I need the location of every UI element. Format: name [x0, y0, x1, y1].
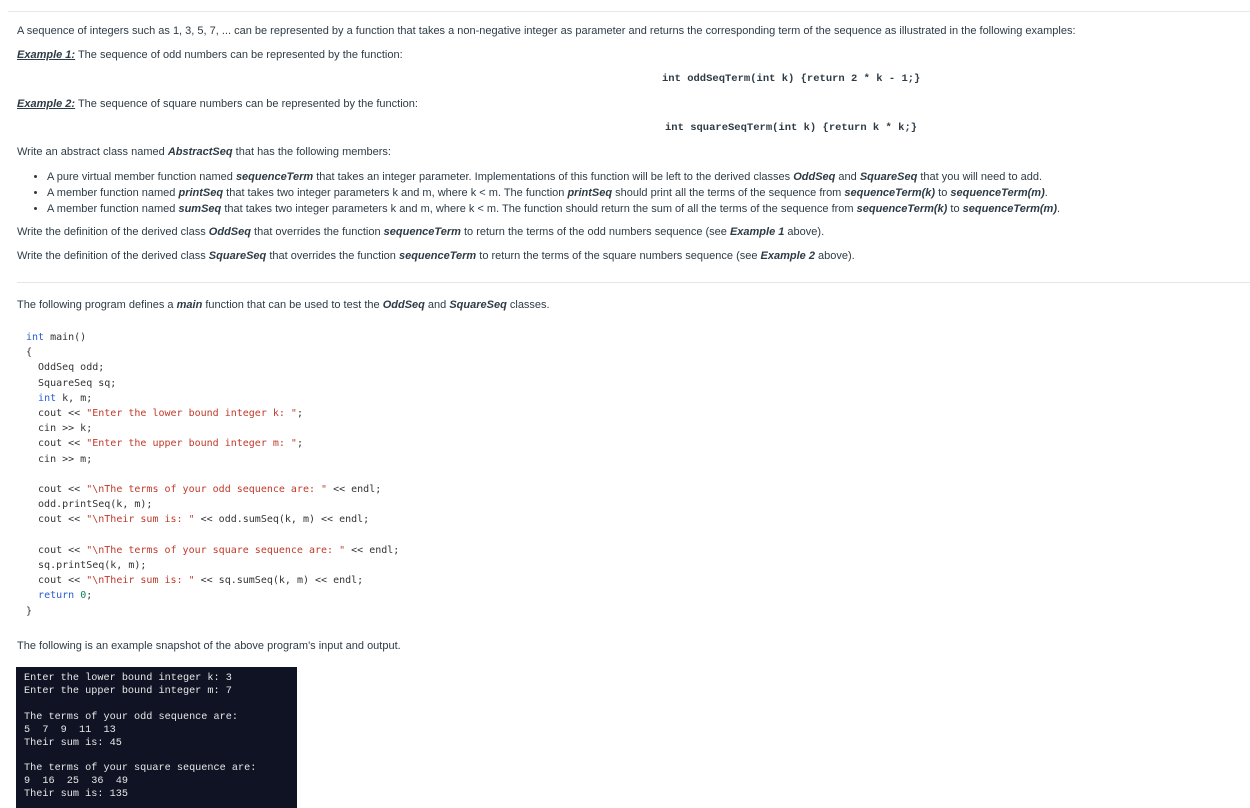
abstract-class-paragraph: Write an abstract class named AbstractSeq that has the following members: — [17, 146, 391, 158]
main-program-code: int main() { OddSeq odd; SquareSeq sq; int k, m; cout << "Enter the lower bound integer k: "; cin >> k; cout << "Enter the upper bound integer m: "; cin >> m; cout << "\nThe terms of your odd sequence are: " << endl; odd.printSeq(k, m); cout << "\nTheir sum is: " << odd.sumSeq(k, m) << endl; cout << "\nThe terms of your square sequence are: " << endl; sq.printSeq(k, m); cout << "\nTheir sum is: " << sq.sumSeq(k, m) << endl; return 0; } — [26, 332, 400, 617]
oddseq-paragraph: Write the definition of the derived class OddSeq that overrides the function sequenceTerm to return the terms of the odd numbers sequence (see Example 1 above). — [17, 226, 825, 238]
example1-label: Example 1: — [17, 49, 76, 61]
example2-paragraph: Example 2: The sequence of square numbers can be represented by the function: — [17, 98, 418, 110]
keyword-integers: integers — [89, 25, 129, 37]
list-item: • A member function named sumSeq that takes two integer parameters k and m, where k < m. The function should return the sum of all the terms of the sequence from sequenceTerm(k) to sequenceTerm(m). — [47, 201, 1060, 217]
example1-paragraph: Example 1: The sequence of odd numbers can be represented by the function: — [17, 49, 403, 61]
list-item: • A member function named printSeq that takes two integer parameters k and m, where k < m. The function printSeq should print all the terms of the sequence from sequenceTerm(k) to sequenceTerm(m). — [47, 185, 1060, 201]
example1-code: int oddSeqTerm(int k) {return 2 * k - 1;} — [662, 73, 921, 85]
squareseq-paragraph: Write the definition of the derived class SquareSeq that overrides the function sequenceTerm to return the terms of the square numbers sequence (see Example 2 above). — [17, 250, 855, 262]
top-divider — [8, 11, 1250, 12]
abstractseq-name: AbstractSeq — [167, 146, 233, 158]
example2-code: int squareSeqTerm(int k) {return k * k;} — [665, 122, 918, 134]
section-divider — [17, 282, 1250, 283]
intro-paragraph: A sequence of integers such as 1, 3, 5, 7, ... can be represented by a function that takes a non-negative integer as parameter and returns the corresponding term of the sequence as illustrated in the following examples: — [17, 25, 1076, 37]
program-intro-paragraph: The following program defines a main function that can be used to test the OddSeq and SquareSeq classes. — [17, 299, 550, 311]
console-output: Enter the lower bound integer k: 3 Enter the upper bound integer m: 7 The terms of your odd sequence are: 5 7 9 11 13 Their sum is: 45 The terms of your square sequence are: 9 16 25 36 49 Their sum is: 135 — [16, 667, 297, 808]
list-item: • A pure virtual member function named sequenceTerm that takes an integer parameter. Implementations of this function will be left to the derived classes OddSeq and SquareSeq that you will need to add. — [47, 169, 1060, 185]
snapshot-intro-paragraph: The following is an example snapshot of the above program's input and output. — [17, 640, 401, 652]
members-list — [33, 169, 1060, 217]
example2-label: Example 2: — [17, 98, 76, 110]
